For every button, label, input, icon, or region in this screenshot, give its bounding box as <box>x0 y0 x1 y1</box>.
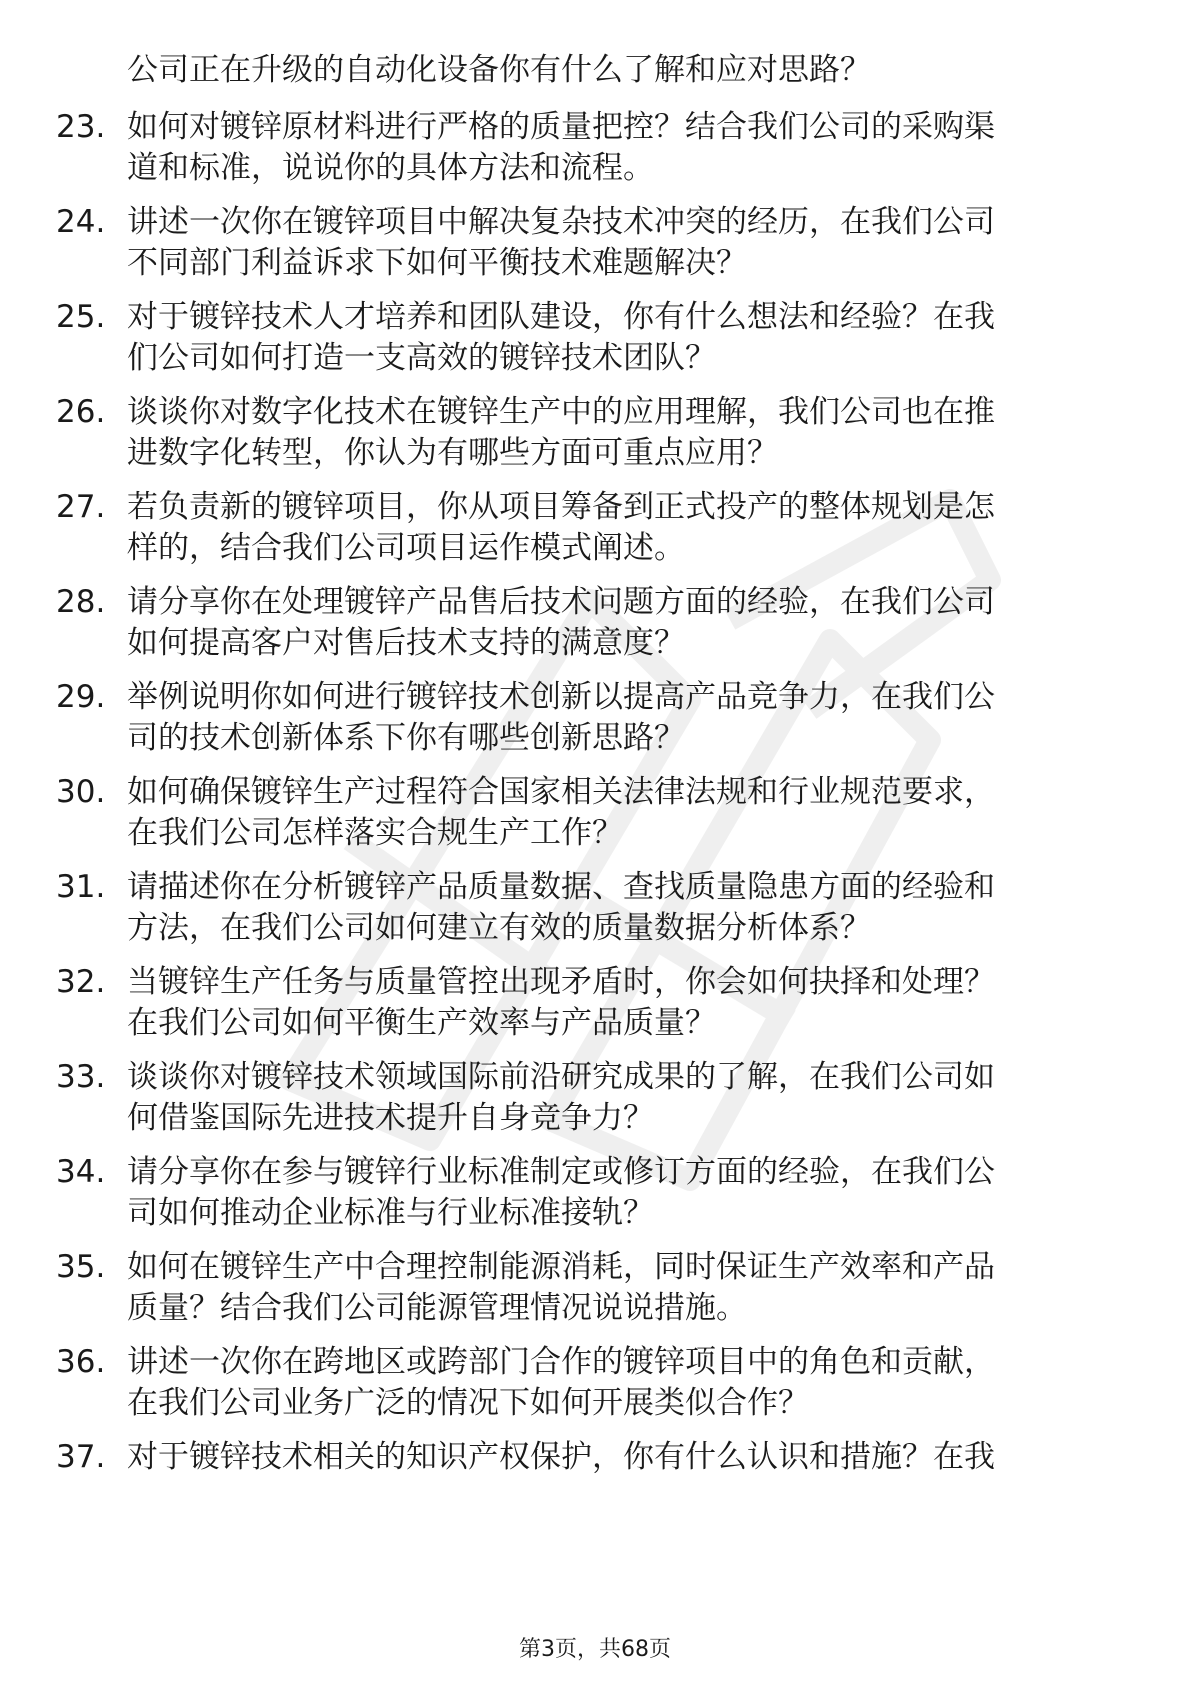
question-number: 37. <box>56 1439 106 1475</box>
question-text-line1: 谈谈你对镀锌技术领域国际前沿研究成果的了解，在我们公司如 <box>127 1059 995 1095</box>
question-number: 34. <box>56 1154 106 1190</box>
question-text-line2: 质量？结合我们公司能源管理情况说说措施。 <box>127 1290 747 1326</box>
question-number: 23. <box>56 109 106 145</box>
question-text-line2: 在我们公司怎样落实合规生产工作？ <box>127 815 623 851</box>
question-number: 26. <box>56 394 106 430</box>
question-text-line1: 请描述你在分析镀锌产品质量数据、查找质量隐患方面的经验和 <box>127 869 995 905</box>
question-text-line2: 进数字化转型，你认为有哪些方面可重点应用？ <box>127 435 778 471</box>
question-number: 30. <box>56 774 106 810</box>
question-text-line2: 们公司如何打造一支高效的镀锌技术团队？ <box>127 340 716 376</box>
question-text-line2: 司的技术创新体系下你有哪些创新思路？ <box>127 720 685 756</box>
question-text-line1: 如何确保镀锌生产过程符合国家相关法律法规和行业规范要求， <box>127 774 995 810</box>
question-number: 24. <box>56 204 106 240</box>
continuation-line: 公司正在升级的自动化设备你有什么了解和应对思路？ <box>127 52 871 88</box>
question-number: 31. <box>56 869 106 905</box>
question-number: 28. <box>56 584 106 620</box>
question-text-line1: 对于镀锌技术人才培养和团队建设，你有什么想法和经验？在我 <box>127 299 995 335</box>
question-text-line1: 举例说明你如何进行镀锌技术创新以提高产品竞争力，在我们公 <box>127 679 995 715</box>
question-text-line1: 请分享你在处理镀锌产品售后技术问题方面的经验，在我们公司 <box>127 584 995 620</box>
question-number: 27. <box>56 489 106 525</box>
question-text-line2: 在我们公司业务广泛的情况下如何开展类似合作？ <box>127 1385 809 1421</box>
question-text-line2: 方法，在我们公司如何建立有效的质量数据分析体系？ <box>127 910 871 946</box>
question-text-line1: 讲述一次你在镀锌项目中解决复杂技术冲突的经历，在我们公司 <box>127 204 995 240</box>
question-number: 25. <box>56 299 106 335</box>
question-text-line2: 道和标准，说说你的具体方法和流程。 <box>127 150 654 186</box>
question-number: 29. <box>56 679 106 715</box>
question-text-line2: 不同部门利益诉求下如何平衡技术难题解决？ <box>127 245 747 281</box>
question-text-line2: 司如何推动企业标准与行业标准接轨？ <box>127 1195 654 1231</box>
question-text-line2: 样的，结合我们公司项目运作模式阐述。 <box>127 530 685 566</box>
question-text-line2: 何借鉴国际先进技术提升自身竞争力？ <box>127 1100 654 1136</box>
question-text-line1: 谈谈你对数字化技术在镀锌生产中的应用理解，我们公司也在推 <box>127 394 995 430</box>
question-text-line1: 请分享你在参与镀锌行业标准制定或修订方面的经验，在我们公 <box>127 1154 995 1190</box>
question-text-line2: 在我们公司如何平衡生产效率与产品质量？ <box>127 1005 716 1041</box>
question-text-line2: 如何提高客户对售后技术支持的满意度？ <box>127 625 685 661</box>
question-text-line1: 讲述一次你在跨地区或跨部门合作的镀锌项目中的角色和贡献， <box>127 1344 995 1380</box>
question-number: 33. <box>56 1059 106 1095</box>
question-text-line1: 对于镀锌技术相关的知识产权保护，你有什么认识和措施？在我 <box>127 1439 995 1475</box>
question-text-line1: 如何对镀锌原材料进行严格的质量把控？结合我们公司的采购渠 <box>127 109 995 145</box>
page-footer: 第3页，共68页 <box>519 1637 671 1662</box>
question-number: 36. <box>56 1344 106 1380</box>
question-text-line1: 当镀锌生产任务与质量管控出现矛盾时，你会如何抉择和处理？ <box>127 964 995 1000</box>
question-number: 35. <box>56 1249 106 1285</box>
question-text-line1: 如何在镀锌生产中合理控制能源消耗，同时保证生产效率和产品 <box>127 1249 995 1285</box>
question-number: 32. <box>56 964 106 1000</box>
question-text-line1: 若负责新的镀锌项目，你从项目筹备到正式投产的整体规划是怎 <box>127 489 995 525</box>
